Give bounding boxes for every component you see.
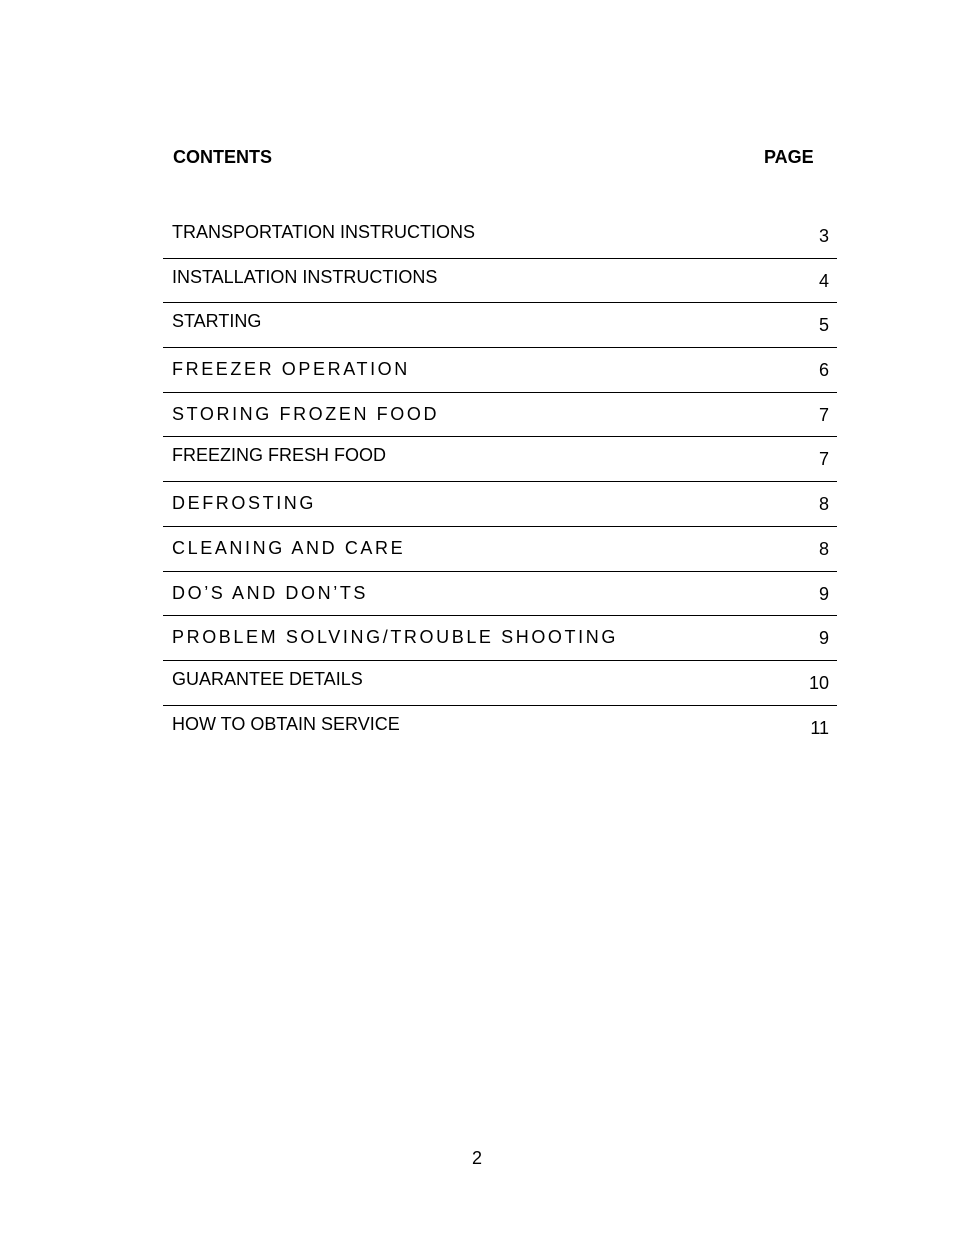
toc-row bbox=[163, 661, 837, 706]
toc-row bbox=[163, 393, 837, 438]
toc-entry-page: 7 bbox=[818, 404, 829, 425]
toc-entry-page: 7 bbox=[818, 449, 829, 470]
toc-row bbox=[163, 482, 837, 527]
toc-row bbox=[163, 572, 837, 617]
toc-entry-title: PROBLEM SOLVING/TROUBLE SHOOTING bbox=[172, 627, 618, 648]
toc-row bbox=[163, 259, 837, 304]
toc-entry-title: STARTING bbox=[172, 311, 262, 332]
toc-entry-page: 3 bbox=[818, 226, 829, 246]
toc-entry-title: STORING FROZEN FOOD bbox=[172, 403, 440, 424]
toc-entry-page: 10 bbox=[808, 672, 829, 693]
toc-entry-title: INSTALLATION INSTRUCTIONS bbox=[172, 266, 438, 287]
toc-entry-title: DEFROSTING bbox=[172, 493, 317, 514]
table-of-contents bbox=[163, 214, 837, 749]
toc-entry-page: 9 bbox=[818, 583, 829, 604]
toc-entry-title: GUARANTEE DETAILS bbox=[172, 668, 363, 689]
toc-entry-page: 6 bbox=[818, 360, 829, 381]
toc-entry-title: CLEANING AND CARE bbox=[172, 537, 406, 558]
toc-entry-page: 4 bbox=[818, 270, 829, 291]
toc-entry-title: FREEZER OPERATION bbox=[172, 359, 410, 380]
toc-row bbox=[163, 527, 837, 572]
toc-entry-page: 5 bbox=[818, 315, 829, 336]
page-heading: PAGE bbox=[764, 147, 814, 167]
toc-row bbox=[163, 348, 837, 393]
toc-row bbox=[163, 303, 837, 348]
toc-entry-title: HOW TO OBTAIN SERVICE bbox=[172, 713, 400, 734]
toc-entry-title: FREEZING FRESH FOOD bbox=[172, 445, 387, 466]
toc-row bbox=[163, 437, 837, 482]
toc-row bbox=[163, 616, 837, 661]
toc-entry-page: 11 bbox=[810, 717, 829, 738]
toc-entry-page: 8 bbox=[818, 494, 829, 515]
page-number: 2 bbox=[471, 1148, 482, 1168]
toc-row bbox=[163, 214, 837, 259]
toc-row bbox=[163, 706, 837, 750]
contents-heading: CONTENTS bbox=[173, 147, 272, 167]
toc-entry-page: 9 bbox=[818, 628, 829, 649]
toc-entry-title: DO’S AND DON’TS bbox=[172, 582, 369, 603]
toc-entry-page: 8 bbox=[818, 538, 829, 559]
toc-entry-title: TRANSPORTATION INSTRUCTIONS bbox=[172, 222, 476, 242]
